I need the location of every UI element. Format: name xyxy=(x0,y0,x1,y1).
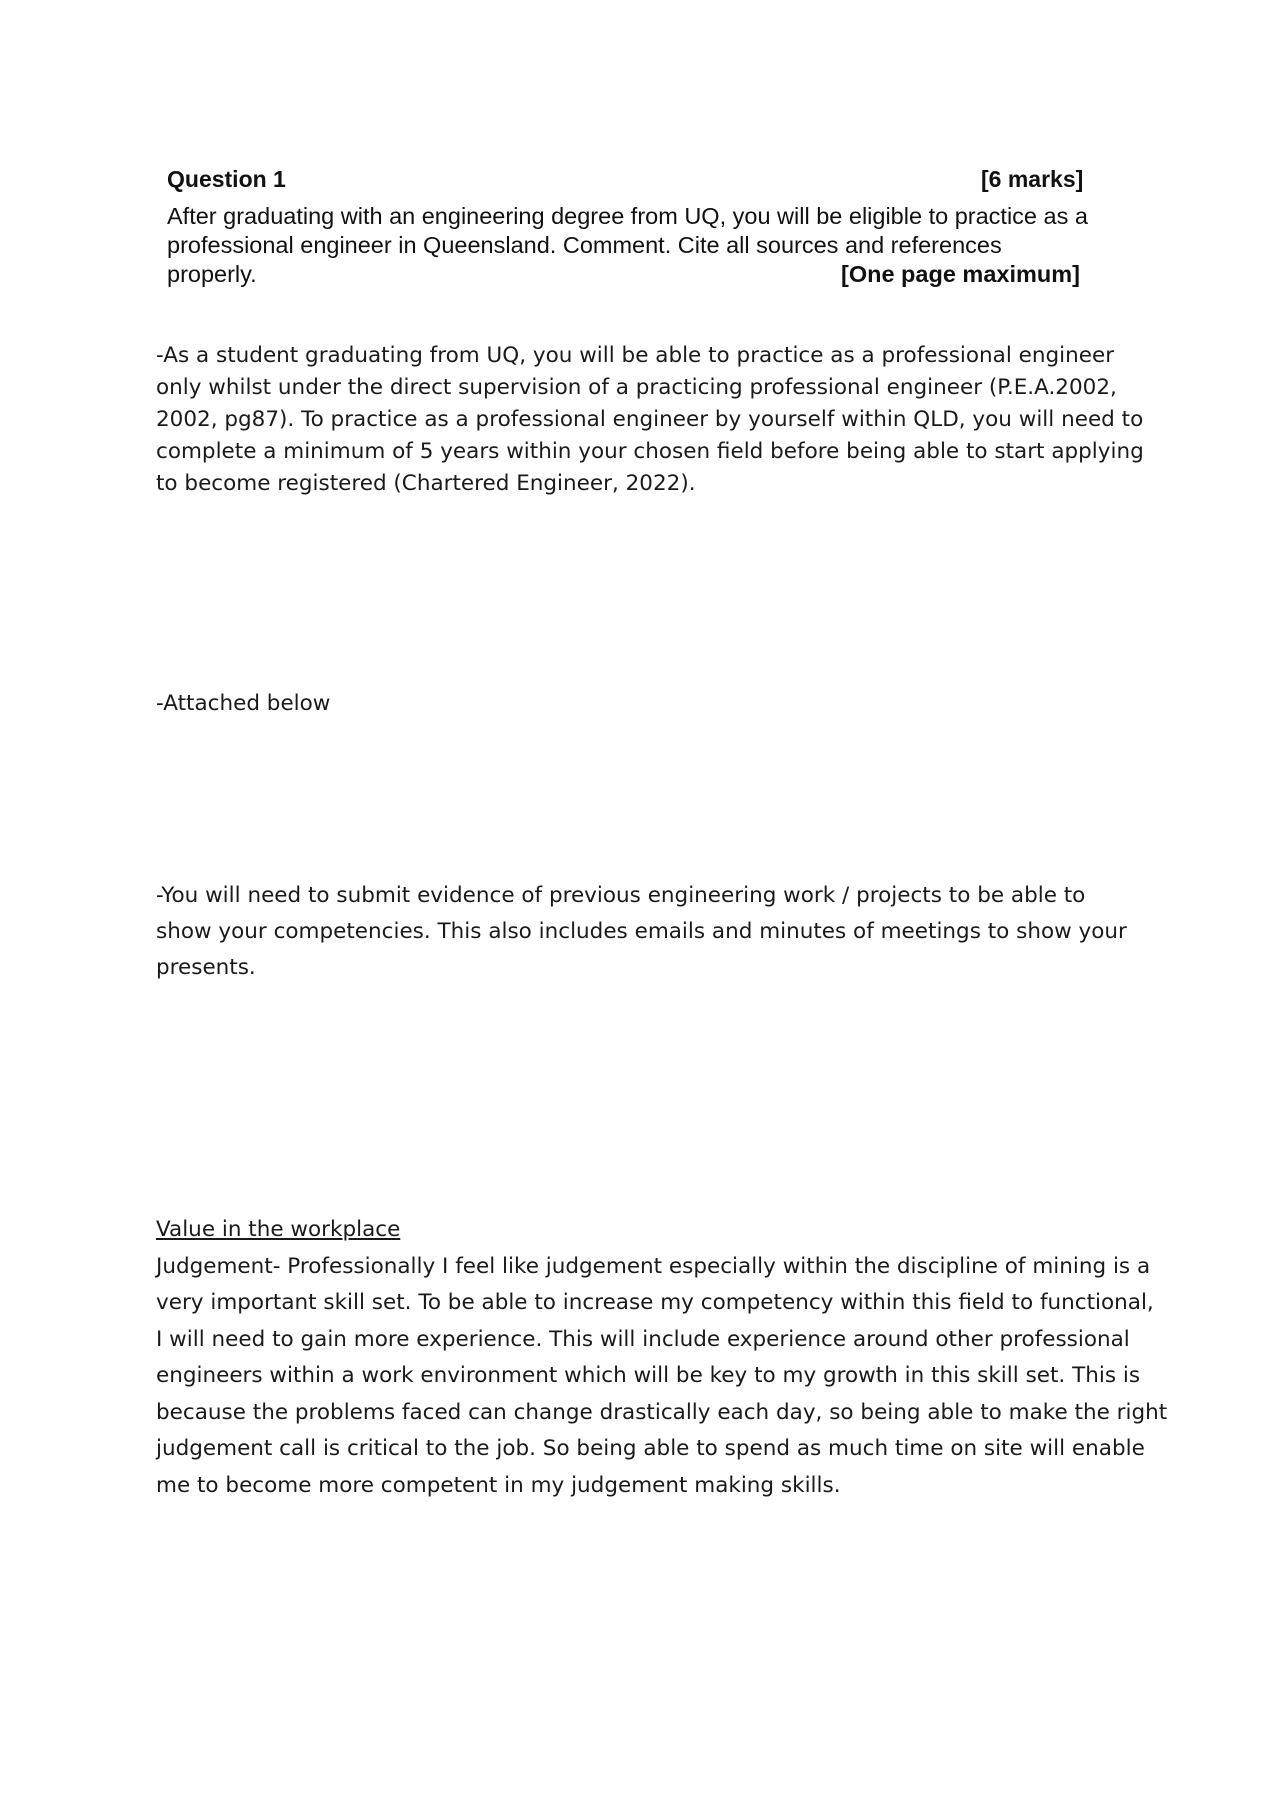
question-prompt xyxy=(167,202,1157,289)
question-line: properly. xyxy=(167,261,257,287)
question-block xyxy=(167,166,1137,289)
paragraph-line: -As a student graduating from UQ, you will be able to practice as a professional engineer xyxy=(156,343,1115,368)
question-marks: [6 marks] xyxy=(981,166,1084,192)
question-line: After graduating with an engineering degree from UQ, you will be eligible to practice as a xyxy=(167,203,1088,229)
paragraph-line: presents. xyxy=(156,955,256,980)
page-limit-note: [One page maximum] xyxy=(841,261,1080,287)
paragraph-line: to become registered (Chartered Engineer, 2022). xyxy=(156,471,696,496)
paragraph-line: only whilst under the direct supervision of a practicing professional engineer (P.E.A.2002, xyxy=(156,375,1117,400)
question-header xyxy=(167,166,1137,196)
paragraph-line: -Attached below xyxy=(156,691,331,716)
paragraph-line: because the problems faced can change drastically each day, so being able to make the right xyxy=(156,1399,1168,1425)
paragraph-line: very important skill set. To be able to increase my competency within this field to functional, xyxy=(156,1290,1154,1315)
answer-paragraph-attached xyxy=(156,688,1146,720)
question-title: Question 1 xyxy=(167,166,286,192)
paragraph-line: Judgement- Professionally I feel like judgement especially within the discipline of mining is a xyxy=(156,1253,1151,1279)
paragraph-line: -You will need to submit evidence of previous engineering work / projects to be able to xyxy=(156,883,1086,908)
answer-section-value-in-workplace xyxy=(156,1212,1168,1504)
section-heading: Value in the workplace xyxy=(156,1217,401,1242)
paragraph-line: engineers within a work environment which will be key to my growth in this skill set. This is xyxy=(156,1363,1141,1388)
answer-paragraph-registration xyxy=(156,340,1146,500)
paragraph-line: me to become more competent in my judgement making skills. xyxy=(156,1472,841,1498)
question-last-line xyxy=(167,260,1157,289)
paragraph-line: judgement call is critical to the job. So being able to spend as much time on site will enable xyxy=(156,1436,1145,1461)
paragraph-line: 2002, pg87). To practice as a professional engineer by yourself within QLD, you will need to xyxy=(156,407,1144,432)
question-line: professional engineer in Queensland. Comment. Cite all sources and references xyxy=(167,232,1002,258)
paragraph-line: show your competencies. This also includes emails and minutes of meetings to show your xyxy=(156,919,1127,944)
paragraph-line: I will need to gain more experience. This will include experience around other professional xyxy=(156,1326,1130,1352)
paragraph-line: complete a minimum of 5 years within your chosen field before being able to start applying xyxy=(156,439,1144,464)
answer-paragraph-evidence xyxy=(156,878,1146,986)
